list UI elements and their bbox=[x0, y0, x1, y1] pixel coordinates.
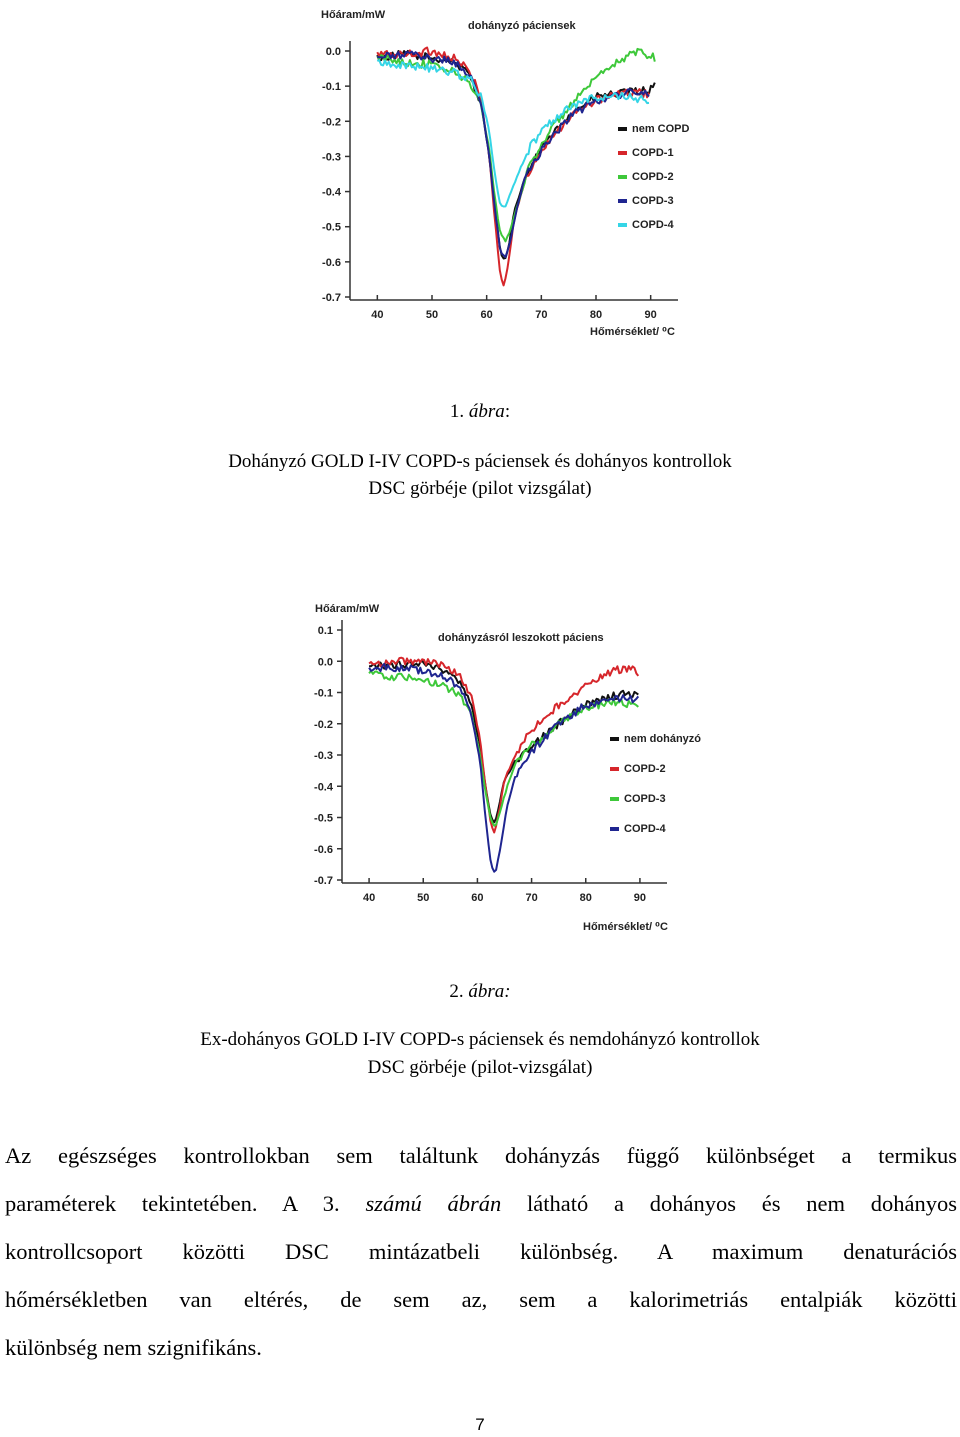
y-tick-label: -0.4 bbox=[314, 781, 333, 794]
dsc-chart-2 bbox=[0, 590, 960, 940]
chart-annotation: dohányzásról leszokott páciens bbox=[438, 632, 604, 644]
legend-swatch bbox=[618, 127, 627, 131]
x-tick-label: 50 bbox=[417, 892, 430, 904]
y-tick-label: -0.3 bbox=[322, 151, 341, 164]
x-tick-label: 50 bbox=[425, 309, 439, 321]
paragraph-line-3: kontrollcsoport közötti DSC mintázatbeli különbség. A maximum denaturációs bbox=[5, 1239, 957, 1264]
legend-label: COPD-3 bbox=[624, 793, 666, 805]
dsc-chart-1 bbox=[0, 0, 960, 345]
x-tick-label: 80 bbox=[589, 309, 603, 321]
paragraph-line-4: hőmérsékletben van eltérés, de sem az, sem a kalorimetriás entalpiák közötti bbox=[5, 1287, 957, 1312]
x-axis-label: Hőmérséklet/ ⁰C bbox=[590, 326, 675, 338]
x-tick-label: 60 bbox=[480, 309, 493, 321]
y-tick-label: -0.6 bbox=[322, 256, 341, 269]
paragraph-line-5: különbség nem szignifikáns. bbox=[5, 1335, 262, 1360]
legend-label: nem COPD bbox=[632, 123, 690, 135]
legend-swatch bbox=[618, 223, 627, 227]
y-tick-label: -0.2 bbox=[322, 116, 341, 129]
y-tick-label: -0.5 bbox=[314, 812, 333, 825]
y-tick-label: 0.1 bbox=[317, 625, 333, 637]
y-tick-label: -0.1 bbox=[322, 81, 341, 94]
y-tick-label: -0.2 bbox=[314, 718, 333, 731]
figure-1-caption-line2: DSC görbéje (pilot vizsgálat) bbox=[368, 478, 592, 499]
figure-2-number: 2. ábra: bbox=[449, 981, 511, 1002]
x-tick-label: 40 bbox=[362, 892, 376, 904]
figure-2-caption-line2: DSC görbéje (pilot-vizsgálat) bbox=[367, 1057, 593, 1078]
legend-swatch bbox=[610, 737, 619, 741]
figure-1-caption-line1: Dohányzó GOLD I-IV COPD-s páciensek és dohányos kontrollok bbox=[228, 451, 732, 472]
legend-swatch bbox=[610, 797, 619, 801]
y-tick-label: -0.6 bbox=[314, 843, 333, 856]
series-line bbox=[377, 52, 649, 258]
y-tick-label: -0.7 bbox=[314, 875, 333, 887]
legend-label: COPD-2 bbox=[624, 763, 666, 775]
series-line bbox=[369, 671, 638, 826]
legend-swatch bbox=[618, 175, 627, 179]
y-axis-label: Hőáram/mW bbox=[321, 9, 386, 21]
legend-label: COPD-1 bbox=[632, 147, 674, 159]
x-tick-label: 40 bbox=[371, 309, 384, 321]
legend-swatch bbox=[610, 827, 619, 831]
page-number: 7 bbox=[475, 1415, 485, 1434]
y-tick-label: 0.0 bbox=[325, 46, 341, 58]
legend-label: COPD-2 bbox=[632, 171, 674, 183]
legend-swatch bbox=[618, 199, 627, 203]
y-tick-label: -0.5 bbox=[322, 221, 341, 234]
paragraph-line-2: paraméterek tekintetében. A 3. számú ábrán látható a dohányos és nem dohányos bbox=[5, 1191, 957, 1216]
x-axis-label: Hőmérséklet/ ⁰C bbox=[583, 921, 668, 933]
legend-label: COPD-4 bbox=[632, 219, 674, 231]
y-tick-label: -0.4 bbox=[322, 186, 341, 199]
legend-swatch bbox=[618, 151, 627, 155]
y-tick-label: 0.0 bbox=[317, 656, 333, 669]
legend-label: COPD-4 bbox=[624, 823, 666, 835]
y-axis-label: Hőáram/mW bbox=[315, 603, 380, 615]
figure-2-caption-line1: Ex-dohányos GOLD I-IV COPD-s páciensek és nemdohányzó kontrollok bbox=[200, 1029, 760, 1050]
x-tick-label: 60 bbox=[471, 892, 484, 904]
legend-swatch bbox=[610, 767, 619, 771]
y-tick-label: -0.7 bbox=[322, 292, 341, 304]
x-tick-label: 70 bbox=[535, 309, 548, 321]
series-line bbox=[369, 658, 638, 833]
y-tick-label: -0.3 bbox=[314, 750, 333, 762]
series-line bbox=[369, 664, 638, 872]
x-tick-label: 90 bbox=[633, 892, 647, 904]
series-line bbox=[377, 51, 655, 259]
series-line bbox=[377, 60, 649, 206]
legend-label: nem dohányzó bbox=[624, 733, 702, 745]
x-tick-label: 80 bbox=[579, 892, 592, 904]
figure-1-number: 1. ábra: bbox=[449, 401, 511, 422]
x-tick-label: 70 bbox=[525, 892, 538, 904]
x-tick-label: 90 bbox=[644, 309, 657, 321]
legend-label: COPD-3 bbox=[632, 195, 674, 207]
paragraph-line-1: Az egészséges kontrollokban sem találtunk dohányzás függő különbséget a termikus bbox=[5, 1143, 957, 1168]
y-tick-label: -0.1 bbox=[314, 687, 333, 700]
chart-annotation: dohányzó páciensek bbox=[468, 20, 576, 32]
series-line bbox=[377, 48, 649, 286]
